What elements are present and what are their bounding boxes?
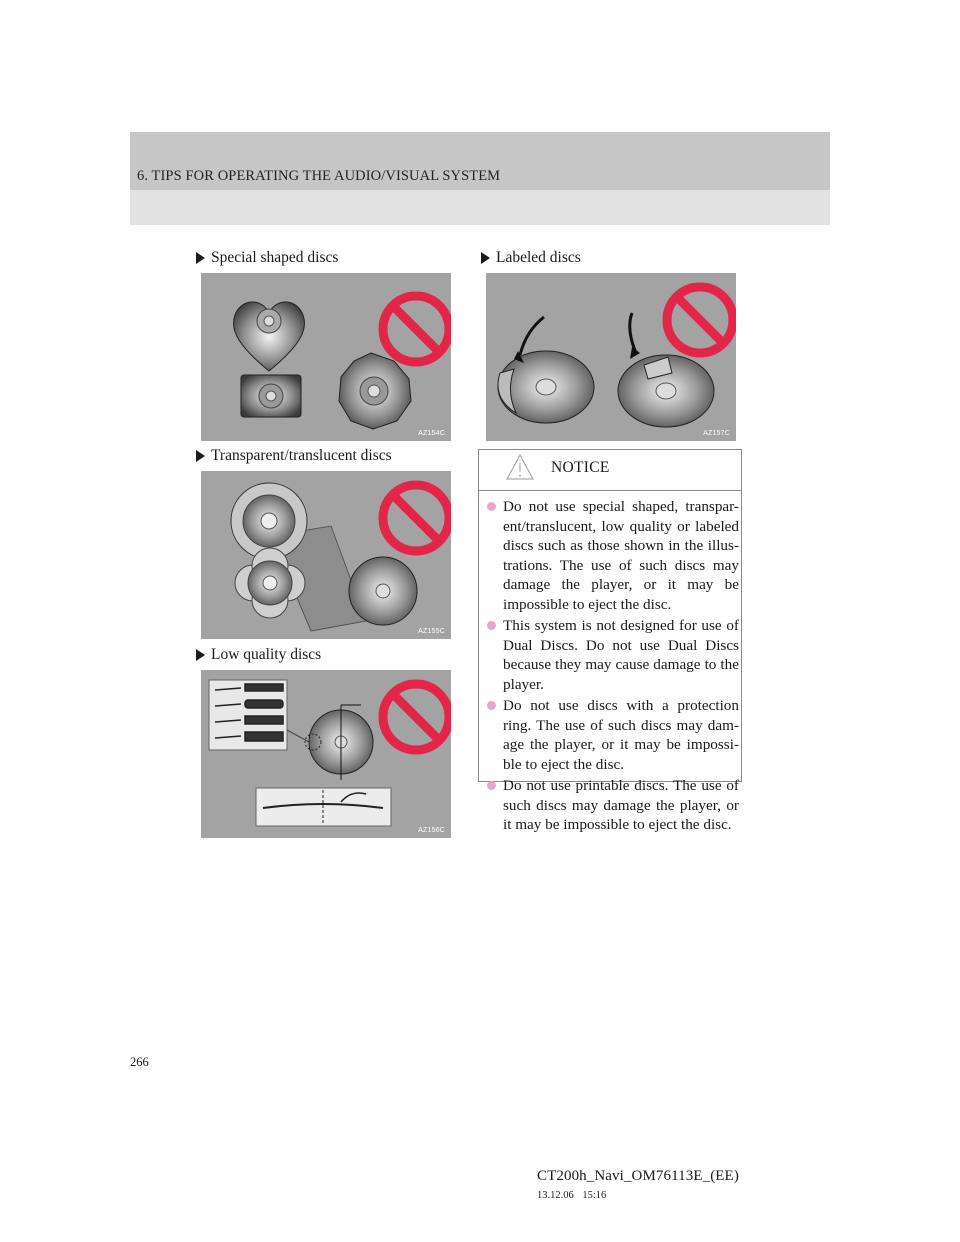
list-item: Do not use printable discs. The use of such discs may damage the player, or it may be impossible to eject the disc. xyxy=(485,776,739,835)
footer-doc-id: CT200h_Navi_OM76113E_(EE) xyxy=(537,1168,739,1184)
notice-list xyxy=(485,497,739,837)
heading-low-quality-discs: Low quality discs xyxy=(196,646,321,664)
illustration-labeled-discs xyxy=(486,273,736,441)
bullet-dot-icon xyxy=(487,781,496,790)
footer-timestamp: 13.12.06 15:16 xyxy=(537,1190,607,1201)
triangle-bullet-icon xyxy=(196,450,205,462)
illustration-low-quality-discs xyxy=(201,670,451,838)
header-band-lower xyxy=(130,190,830,225)
heading-labeled-discs: Labeled discs xyxy=(481,249,581,267)
figure-code: AZ157C xyxy=(703,430,730,437)
bullet-dot-icon xyxy=(487,621,496,630)
notice-header xyxy=(479,450,741,491)
triangle-bullet-icon xyxy=(196,649,205,661)
list-item: Do not use special shaped, transpar-ent/translucent, low quality or labeled discs such as those shown in the illus-trations. The use of such discs may damage the player, or it may be impossible to eject the disc. xyxy=(485,497,739,614)
figure-code: AZ155C xyxy=(418,628,445,635)
figure-code: AZ156C xyxy=(418,827,445,834)
prohibition-sign-icon xyxy=(667,287,733,353)
heading-transparent-discs: Transparent/translucent discs xyxy=(196,447,392,465)
figure-code: AZ154C xyxy=(418,430,445,437)
page-number: 266 xyxy=(130,1055,149,1069)
notice-box xyxy=(478,449,742,833)
notice-title: NOTICE xyxy=(551,459,610,476)
prohibition-sign-icon xyxy=(383,485,449,551)
triangle-bullet-icon xyxy=(481,252,490,264)
bullet-dot-icon xyxy=(487,502,496,511)
illustration-special-shaped-discs xyxy=(201,273,451,441)
list-item: Do not use discs with a protection ring. The use of such discs may dam-age the player, or it may be impossi-ble to eject the disc. xyxy=(485,696,739,774)
prohibition-sign-icon xyxy=(383,684,449,750)
illustration-transparent-discs xyxy=(201,471,451,639)
bullet-dot-icon xyxy=(487,701,496,710)
triangle-bullet-icon xyxy=(196,252,205,264)
warning-triangle-icon xyxy=(505,453,535,481)
prohibition-sign-icon xyxy=(383,296,449,362)
list-item: This system is not designed for use of Dual Discs. Do not use Dual Discs because they may cause damage to the player. xyxy=(485,616,739,694)
heading-special-shaped-discs: Special shaped discs xyxy=(196,249,338,267)
section-title: 6. TIPS FOR OPERATING THE AUDIO/VISUAL SYSTEM xyxy=(137,168,501,184)
